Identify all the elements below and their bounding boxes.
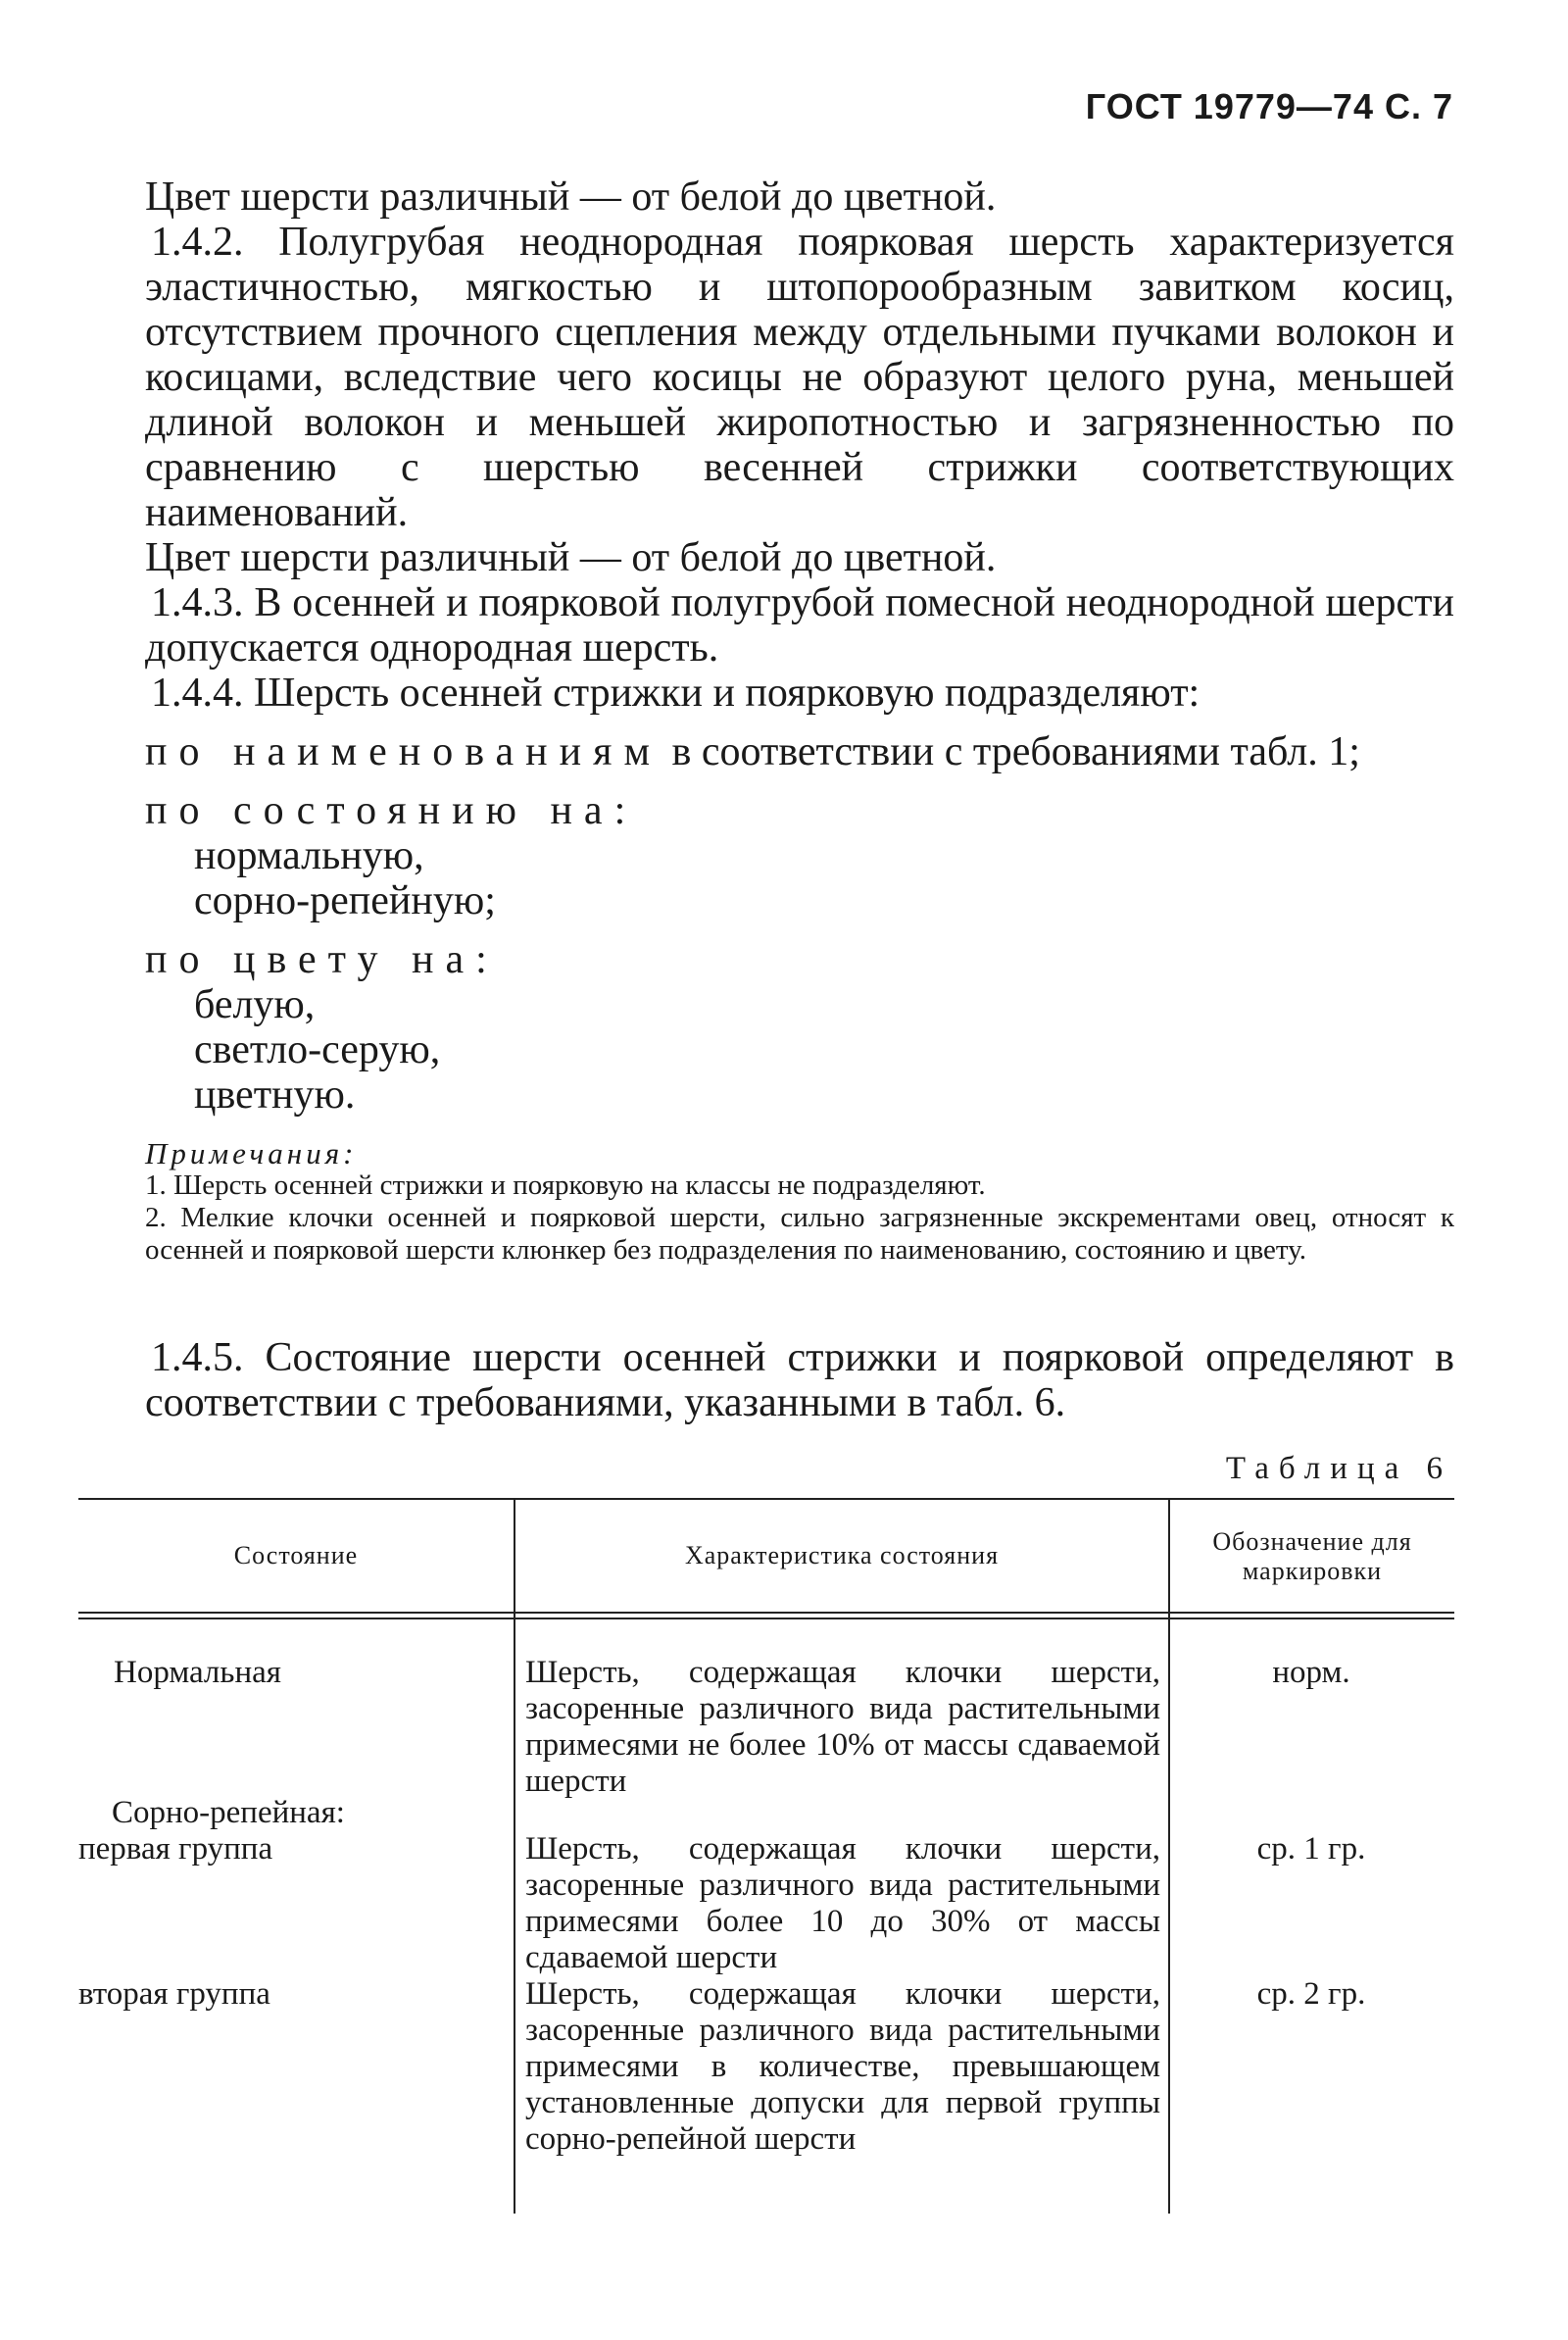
paragraph: Цвет шерсти различный — от белой до цветной.: [145, 535, 997, 580]
notes-title: Примечания:: [145, 1136, 358, 1170]
document-body-continued: [145, 1335, 1454, 1425]
paragraph: 1.4.3. В осенней и поярковой полугрубой помесной неоднородной шерсти допускается однородная шерсть.: [145, 580, 1454, 671]
list-lead-rest: в соответствии с требованиями табл. 1;: [671, 729, 1360, 774]
table-header: Состояние: [233, 1541, 359, 1569]
table-cell: Шерсть, содержащая клочки шерсти, засоренные различного вида растительными примесями более 10 до 30% от массы сдаваемой шерсти: [525, 1831, 1160, 1975]
paragraph: Цвет шерсти различный — от белой до цветной.: [145, 174, 997, 220]
table-cell: Нормальная: [114, 1655, 281, 1690]
paragraph: 1.4.4. Шерсть осенней стрижки и поярковую подразделяют:: [151, 671, 1200, 716]
table-rule: [78, 1498, 1454, 1500]
table-cell: первая группа: [78, 1831, 273, 1867]
list-item: нормальную,: [194, 833, 424, 878]
table-cell: Сорно-репейная:: [112, 1795, 345, 1830]
document-body: [145, 174, 1454, 1118]
table-cell: Шерсть, содержащая клочки шерсти, засоренные различного вида растительными примесями не более 10% от массы сдаваемой шерсти: [525, 1655, 1160, 1799]
list-lead: по состоянию на:: [145, 788, 638, 833]
list-lead: по цвету на:: [145, 937, 499, 982]
table: [78, 1498, 1454, 2214]
paragraph: 1.4.2. Полугрубая неоднородная поярковая шерсть характеризуется эластичностью, мягкостью и штопорообразным завитком косиц, отсутствием прочного сцепления между отдельными пучками волокон и косицами, вследствие чего косицы не образуют целого руна, меньшей длиной волокон и меньшей жиропотностью и загрязненностью по сравнению с шерстью весенней стрижки соответствующих наименований.: [145, 220, 1454, 535]
list-item: цветную.: [194, 1072, 356, 1118]
table-cell: Шерсть, содержащая клочки шерсти, засоренные различного вида растительными примесями в количестве, превышающем установленные допуски для первой группы сорно-репейной шерсти: [525, 1976, 1160, 2157]
table-divider: [514, 1498, 515, 2214]
notes: [145, 1137, 1454, 1267]
table-caption: Таблица 6: [1225, 1451, 1452, 1486]
list-item: сорно-репейную;: [194, 878, 496, 923]
paragraph: 1.4.5. Состояние шерсти осенней стрижки и поярковой определяют в соответствии с требованиями, указанными в табл. 6.: [145, 1335, 1454, 1425]
table-cell: вторая группа: [78, 1976, 270, 2012]
table-cell: ср. 1 гр.: [1256, 1831, 1366, 1867]
table-header: Обозначение для маркировки: [1212, 1527, 1412, 1585]
list-lead: [145, 729, 1454, 774]
table-rule: [78, 1612, 1454, 1614]
list-lead-emph: по наименованиям: [145, 729, 662, 774]
table-header: Характеристика состояния: [684, 1541, 1000, 1569]
note: 1. Шерсть осенней стрижки и поярковую на классы не подразделяют.: [145, 1170, 986, 1201]
list-item: светло-серую,: [194, 1027, 441, 1072]
table-cell: норм.: [1272, 1655, 1350, 1690]
note: 2. Мелкие клочки осенней и поярковой шерсти, сильно загрязненные экскрементами овец, относят к осенней и поярковой шерсти клюнкер без подразделения по наименованию, состоянию и цвету.: [145, 1202, 1454, 1266]
table-rule: [78, 1618, 1454, 1619]
table-cell: ср. 2 гр.: [1256, 1976, 1366, 2012]
page-header: ГОСТ 19779—74 С. 7: [1085, 86, 1453, 126]
list-item: белую,: [194, 982, 316, 1027]
